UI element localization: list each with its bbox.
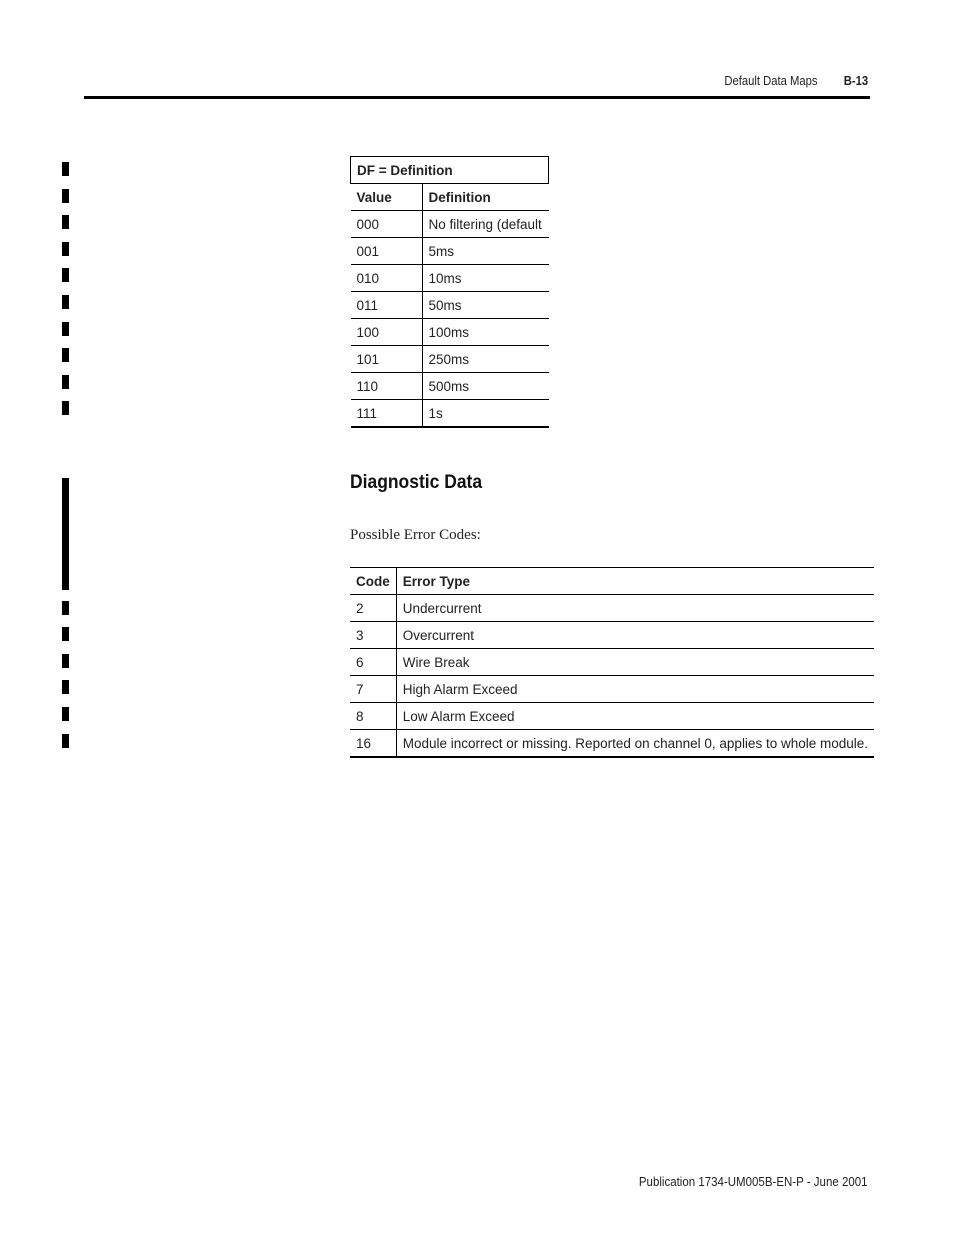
table-row [351, 319, 549, 346]
table-row [351, 265, 549, 292]
df-definition-table [350, 156, 549, 428]
change-bar [62, 242, 69, 256]
table-row [350, 676, 874, 703]
change-bar [62, 734, 69, 748]
change-bar [62, 162, 69, 176]
change-bar [62, 707, 69, 721]
table-caption-row [351, 157, 549, 184]
cell-error-type: Overcurrent [396, 622, 874, 649]
table-row [350, 595, 874, 622]
table-row [350, 703, 874, 730]
table-header-row [351, 184, 549, 211]
table-caption: DF = Definition [351, 157, 549, 184]
page-number: B-13 [843, 74, 868, 88]
table-header-row [350, 568, 874, 595]
change-bar [62, 627, 69, 641]
cell-code: 8 [350, 703, 396, 730]
cell-error-type: Undercurrent [396, 595, 874, 622]
table-row [351, 373, 549, 400]
cell-value: 011 [351, 292, 423, 319]
column-header-code: Code [350, 568, 396, 595]
cell-value: 000 [351, 211, 423, 238]
cell-code: 2 [350, 595, 396, 622]
cell-value: 010 [351, 265, 423, 292]
change-bar [62, 401, 69, 415]
change-bar [62, 322, 69, 336]
table-row [351, 211, 549, 238]
table-row [350, 649, 874, 676]
table-row [350, 730, 874, 758]
change-bar [62, 189, 69, 203]
change-bar [62, 680, 69, 694]
cell-code: 7 [350, 676, 396, 703]
change-bar [62, 601, 69, 615]
cell-code: 6 [350, 649, 396, 676]
column-header-error-type: Error Type [396, 568, 874, 595]
cell-error-type: Low Alarm Exceed [396, 703, 874, 730]
cell-error-type: High Alarm Exceed [396, 676, 874, 703]
cell-value: 111 [351, 400, 423, 428]
table-row [351, 346, 549, 373]
change-bar [62, 295, 69, 309]
cell-definition: 250ms [422, 346, 549, 373]
intro-text: Possible Error Codes: [350, 527, 481, 543]
table-row [350, 622, 874, 649]
header-rule [84, 96, 870, 99]
change-bar [62, 268, 69, 282]
section-heading: Diagnostic Data [350, 472, 483, 493]
column-header-value: Value [351, 184, 423, 211]
running-header-section: Default Data Maps [724, 74, 818, 88]
cell-error-type: Wire Break [396, 649, 874, 676]
cell-value: 100 [351, 319, 423, 346]
cell-definition: 1s [422, 400, 549, 428]
cell-definition: 10ms [422, 265, 549, 292]
table-row [351, 238, 549, 265]
cell-value: 110 [351, 373, 423, 400]
publication-footer: Publication 1734-UM005B-EN-P - June 2001 [639, 1175, 868, 1189]
cell-definition: No filtering (default [422, 211, 549, 238]
change-bar [62, 375, 69, 389]
cell-definition: 500ms [422, 373, 549, 400]
cell-code: 16 [350, 730, 396, 758]
cell-code: 3 [350, 622, 396, 649]
cell-value: 001 [351, 238, 423, 265]
cell-value: 101 [351, 346, 423, 373]
error-codes-table [350, 567, 874, 758]
table-row [351, 292, 549, 319]
change-bar [62, 215, 69, 229]
change-bar [62, 654, 69, 668]
change-bar [62, 348, 69, 362]
cell-definition: 100ms [422, 319, 549, 346]
cell-definition: 50ms [422, 292, 549, 319]
table-row [351, 400, 549, 428]
cell-error-type: Module incorrect or missing. Reported on channel 0, applies to whole module. [396, 730, 874, 758]
cell-definition: 5ms [422, 238, 549, 265]
change-bar [62, 478, 69, 590]
column-header-definition: Definition [422, 184, 549, 211]
